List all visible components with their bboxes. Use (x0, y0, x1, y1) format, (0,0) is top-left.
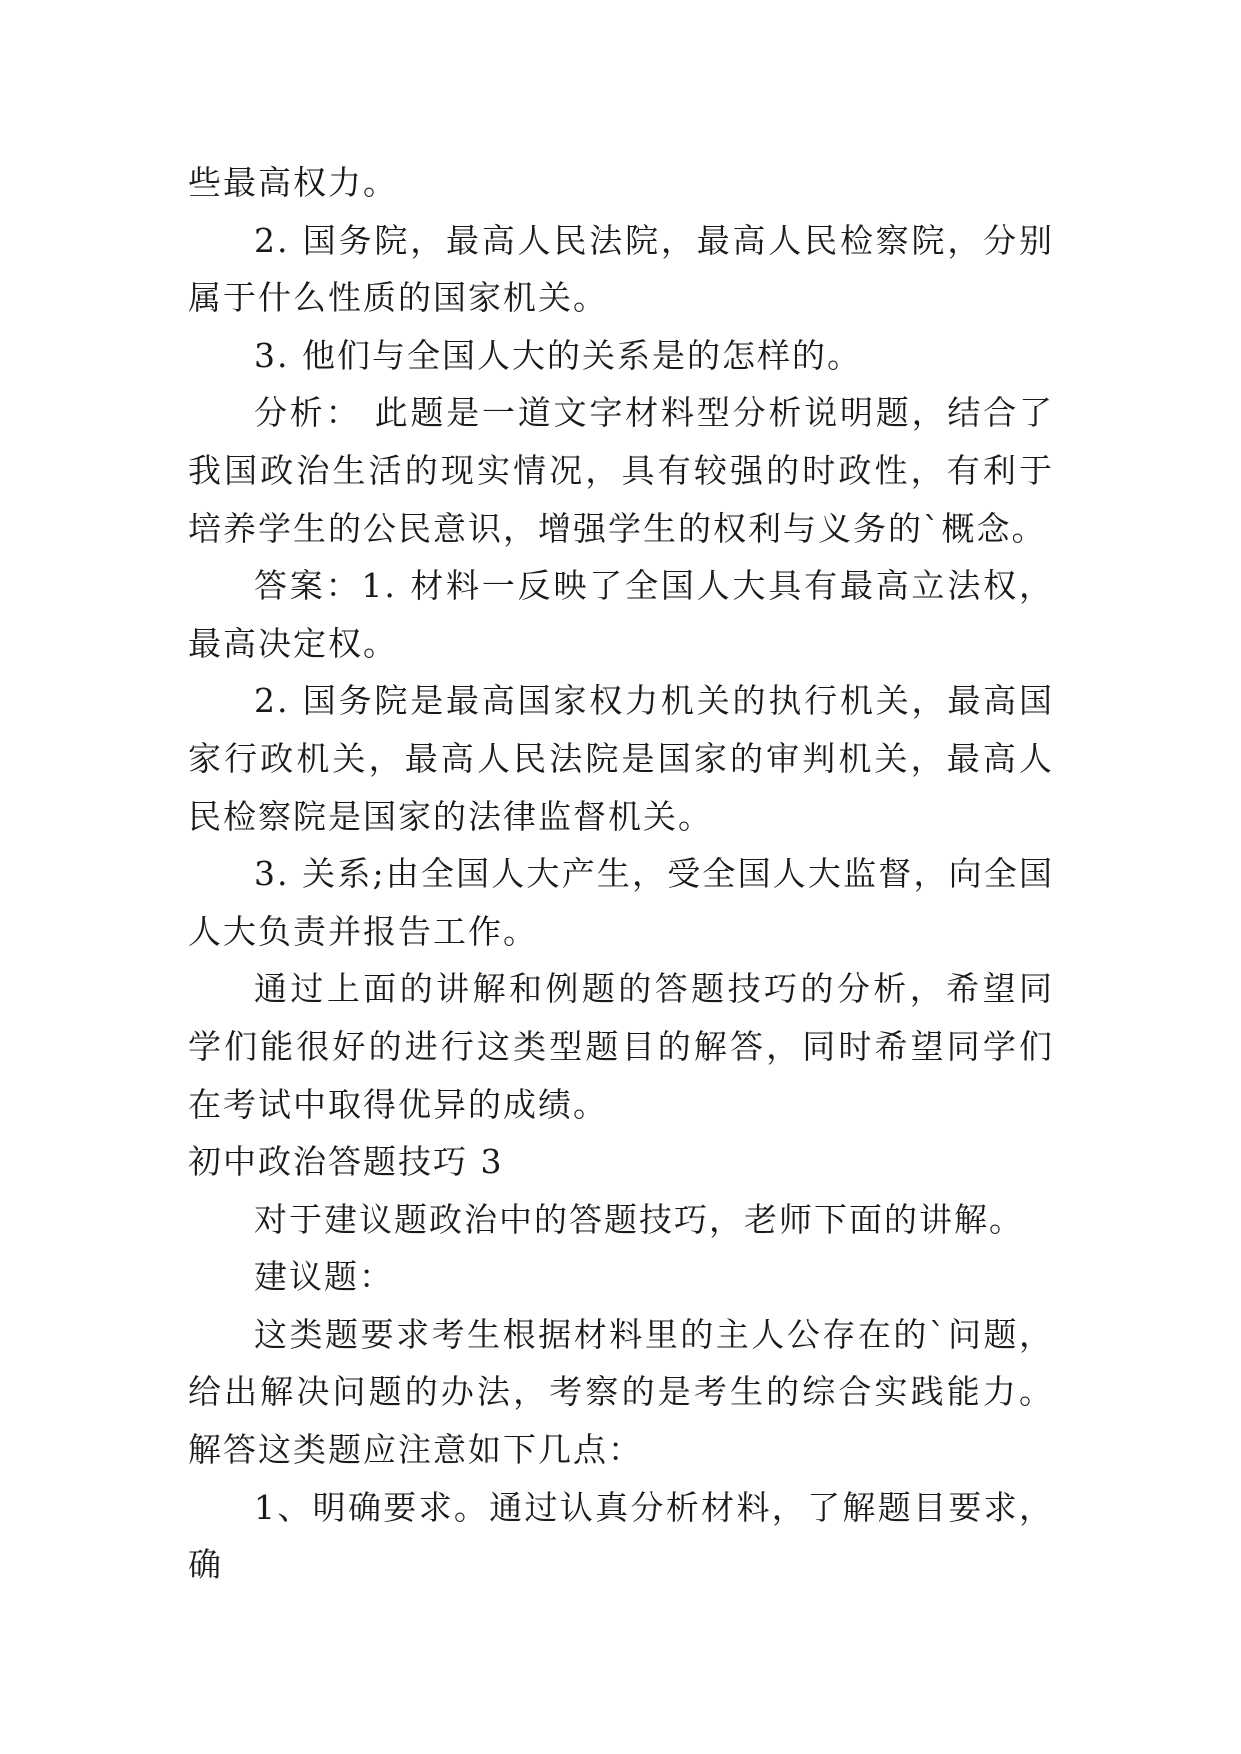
section-heading: 初中政治答题技巧 3 (188, 1142, 504, 1182)
paragraph-analysis: 分析： 此题是一道文字材料型分析说明题，结合了我国政治生活的现实情况，具有较强的时政性，有利于培养学生的公民意识，增强学生的权利与义务的`概念。 (188, 393, 1054, 548)
paragraph-question-3: 3. 他们与全国人大的关系是的怎样的。 (254, 335, 862, 375)
paragraph-description: 这类题要求考生根据材料里的主人公存在的`问题，给出解决问题的办法，考察的是考生的综合实践能力。解答这类题应注意如下几点： (188, 1314, 1054, 1470)
paragraph-answer-1: 答案：1. 材料一反映了全国人大具有最高立法权，最高决定权。 (188, 566, 1054, 663)
paragraph-answer-3: 3. 关系;由全国人大产生，受全国人大监督，向全国人大负责并报告工作。 (188, 854, 1054, 951)
paragraph-subheading: 建议题： (254, 1257, 394, 1297)
paragraph-continuation: 些最高权力。 (188, 163, 398, 202)
document-body (188, 154, 1054, 1594)
paragraph-intro: 对于建议题政治中的答题技巧，老师下面的讲解。 (254, 1199, 1024, 1239)
paragraph-question-2: 2. 国务院，最高人民法院，最高人民检察院，分别属于什么性质的国家机关。 (188, 220, 1054, 318)
paragraph-summary: 通过上面的讲解和例题的答题技巧的分析，希望同学们能很好的进行这类型题目的解答，同时希望同学们在考试中取得优异的成绩。 (188, 969, 1054, 1124)
paragraph-answer-2: 2. 国务院是最高国家权力机关的执行机关，最高国家行政机关，最高人民法院是国家的审判机关，最高人民检察院是国家的法律监督机关。 (188, 681, 1054, 836)
paragraph-point-1: 1、明确要求。通过认真分析材料，了解题目要求，确 (188, 1487, 1054, 1585)
